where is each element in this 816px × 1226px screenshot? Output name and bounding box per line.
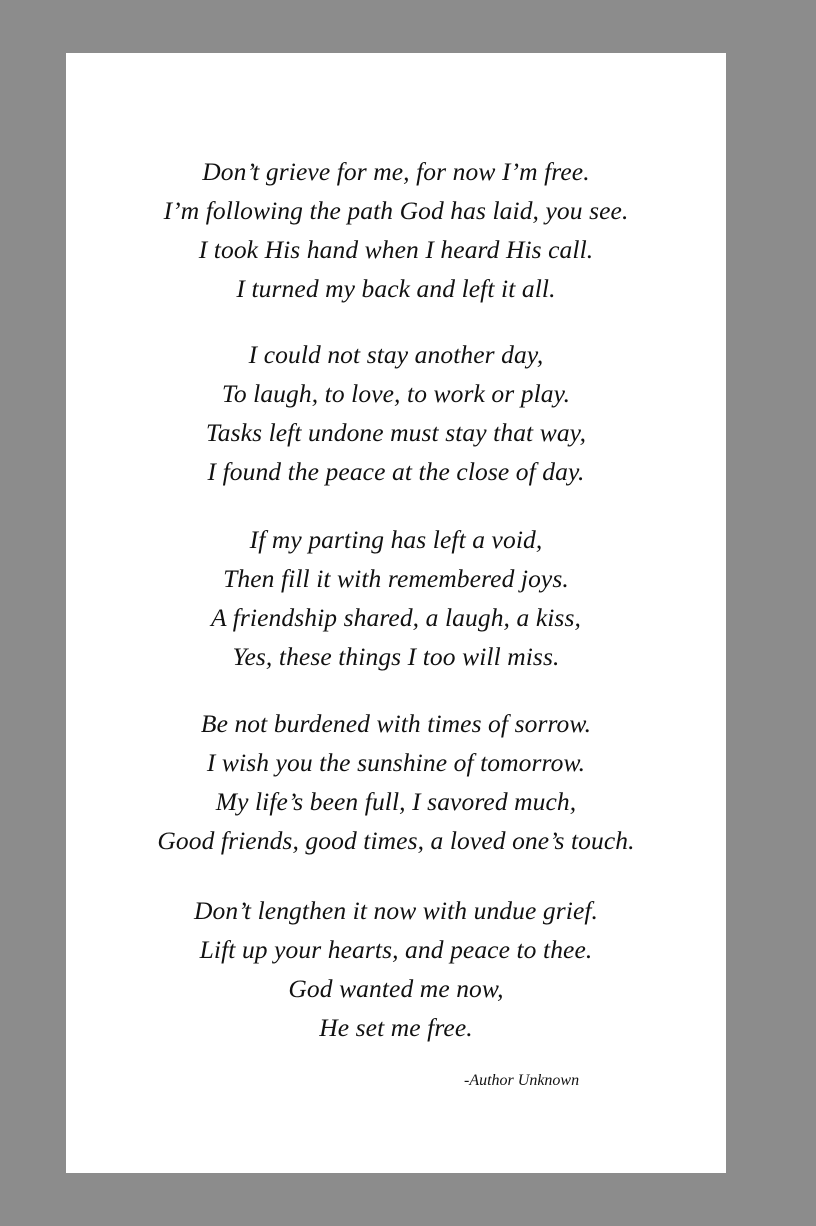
poem-line: I took His hand when I heard His call. bbox=[198, 235, 594, 264]
stanza-1 bbox=[66, 152, 726, 308]
poem-line: Yes, these things I too will miss. bbox=[232, 642, 560, 671]
poem-line: I could not stay another day, bbox=[248, 340, 544, 369]
poem-line: I wish you the sunshine of tomorrow. bbox=[206, 748, 586, 777]
poem-line: Tasks left undone must stay that way, bbox=[205, 418, 587, 447]
poem-line: My life’s been full, I savored much, bbox=[215, 787, 577, 816]
poem-line: To laugh, to love, to work or play. bbox=[221, 379, 571, 408]
poem-line: Then fill it with remembered joys. bbox=[223, 564, 569, 593]
poem-attribution: -Author Unknown bbox=[464, 1072, 580, 1089]
poem-line: I’m following the path God has laid, you see. bbox=[163, 196, 629, 225]
poem-line: A friendship shared, a laugh, a kiss, bbox=[211, 603, 581, 632]
poem-line: Lift up your hearts, and peace to thee. bbox=[199, 935, 593, 964]
poem-line: If my parting has left a void, bbox=[249, 525, 543, 554]
poem-line: Don’t lengthen it now with undue grief. bbox=[193, 896, 599, 925]
poem-line: I turned my back and left it all. bbox=[236, 274, 556, 303]
poem-line: He set me free. bbox=[319, 1013, 473, 1042]
poem-line: Be not burdened with times of sorrow. bbox=[200, 709, 592, 738]
poem-line: God wanted me now, bbox=[288, 974, 504, 1003]
stanza-2 bbox=[66, 335, 726, 491]
poem-line: Don’t grieve for me, for now I’m free. bbox=[202, 157, 590, 186]
stanza-4 bbox=[66, 704, 726, 860]
stanza-3 bbox=[66, 520, 726, 676]
poem-page bbox=[66, 53, 726, 1173]
stanza-5 bbox=[66, 891, 726, 1047]
poem-line: I found the peace at the close of day. bbox=[207, 457, 585, 486]
poem-line: Good friends, good times, a loved one’s touch. bbox=[157, 826, 635, 855]
